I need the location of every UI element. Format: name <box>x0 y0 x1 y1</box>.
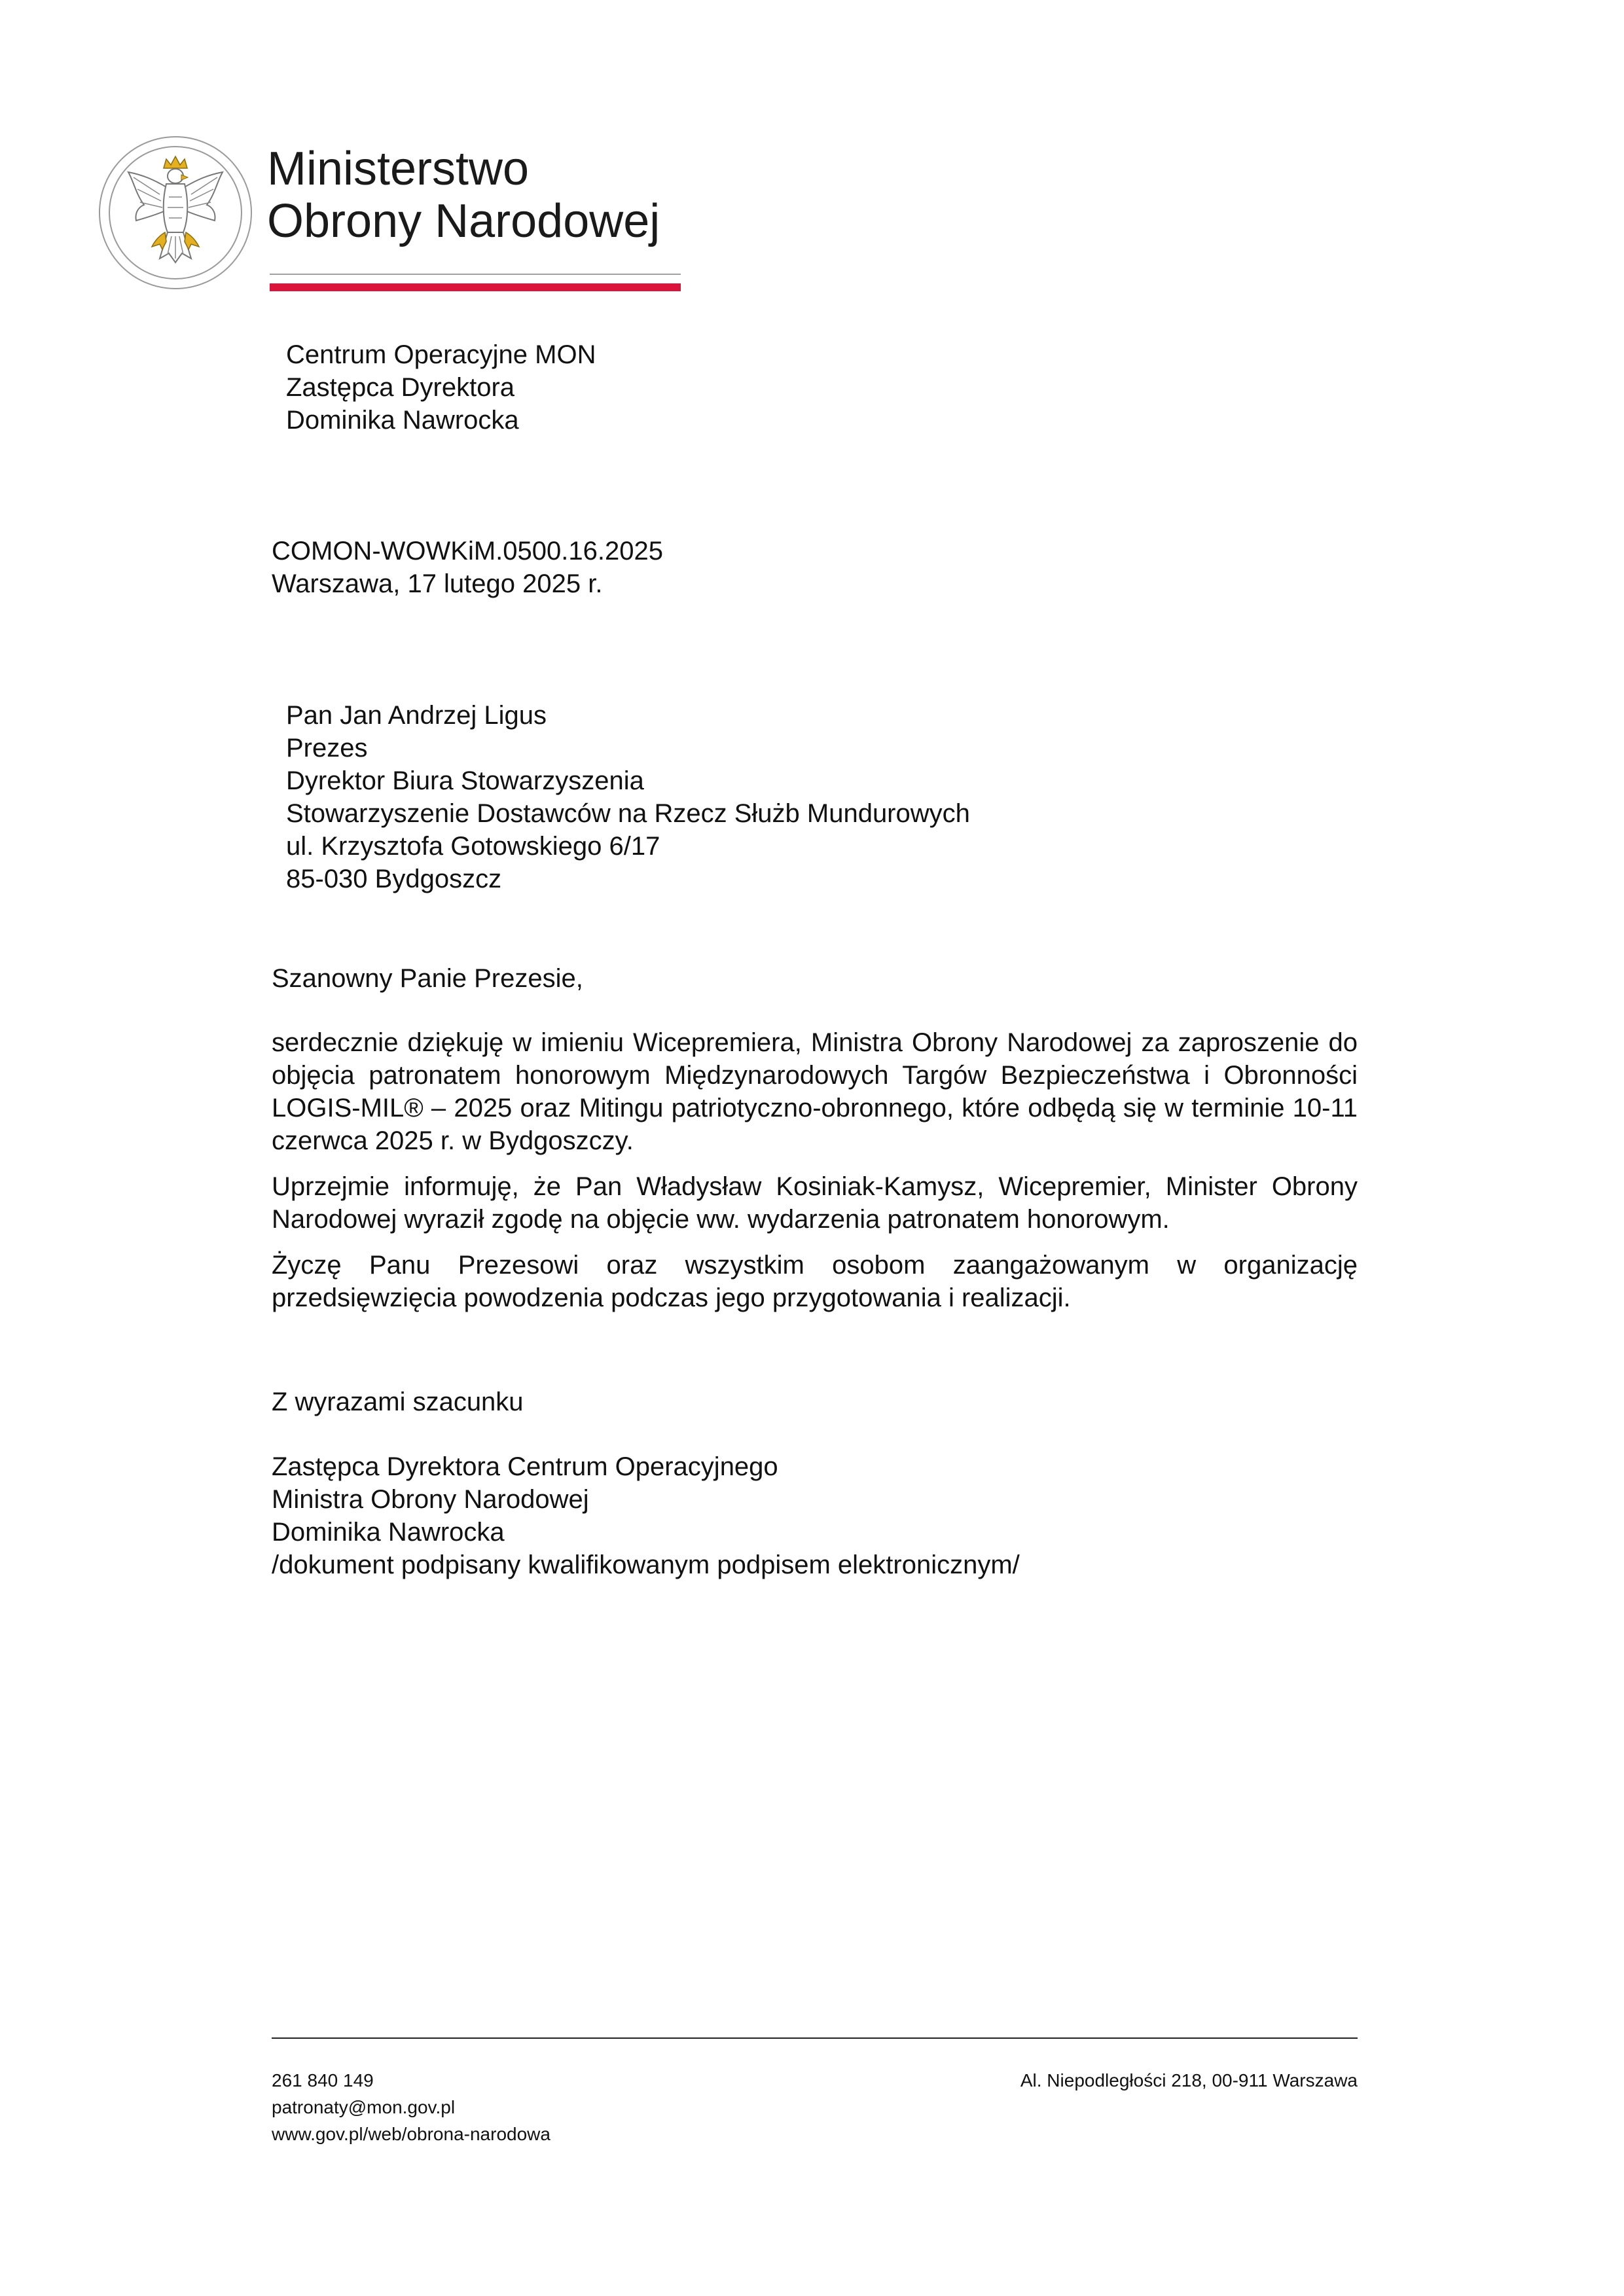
footer-email[interactable]: patronaty@mon.gov.pl <box>272 2097 456 2117</box>
recipient-line: ul. Krzysztofa Gotowskiego 6/17 <box>286 832 660 861</box>
ministry-name-line1: Ministerstwo <box>267 143 530 195</box>
sender-name: Dominika Nawrocka <box>286 406 519 435</box>
white-eagle-emblem-icon <box>97 134 254 291</box>
reference-block <box>272 535 663 600</box>
recipient-line: Prezes <box>286 734 368 762</box>
signature-line: /dokument podpisany kwalifikowanym podpisem elektronicznym/ <box>272 1551 1020 1579</box>
recipient-address <box>286 699 970 895</box>
footer-phone: 261 840 149 <box>272 2070 374 2090</box>
sender-block <box>286 338 596 437</box>
signature-line: Zastępca Dyrektora Centrum Operacyjnego <box>272 1452 778 1481</box>
signature-line: Dominika Nawrocka <box>272 1518 505 1547</box>
footer-contact <box>272 2067 550 2147</box>
sender-position: Zastępca Dyrektora <box>286 373 515 402</box>
body-paragraph: Uprzejmie informuję, że Pan Władysław Kosiniak-Kamysz, Wicepremier, Minister Obrony Narodowej wyraził zgodę na objęcie ww. wydarzenia patronatem honorowym. <box>272 1172 1358 1234</box>
recipient-line: Pan Jan Andrzej Ligus <box>286 701 547 730</box>
signature-line: Ministra Obrony Narodowej <box>272 1485 589 1514</box>
header-divider <box>270 274 681 275</box>
ministry-name <box>267 143 660 247</box>
letter-body <box>272 1026 1358 1327</box>
reference-number: COMON-WOWKiM.0500.16.2025 <box>272 537 663 565</box>
recipient-line: Dyrektor Biura Stowarzyszenia <box>286 766 644 795</box>
recipient-line: Stowarzyszenie Dostawców na Rzecz Służb Mundurowych <box>286 799 970 828</box>
footer-website[interactable]: www.gov.pl/web/obrona-narodowa <box>272 2124 550 2144</box>
recipient-line: 85-030 Bydgoszcz <box>286 865 502 893</box>
signature-block <box>272 1450 1020 1581</box>
sender-unit: Centrum Operacyjne MON <box>286 340 596 369</box>
place-date: Warszawa, 17 lutego 2025 r. <box>272 569 603 598</box>
national-color-stripe <box>270 283 681 291</box>
salutation: Szanowny Panie Prezesie, <box>272 964 583 993</box>
ministry-name-line2: Obrony Narodowej <box>267 195 660 247</box>
footer-divider <box>272 2037 1358 2039</box>
body-paragraph: Życzę Panu Prezesowi oraz wszystkim osobom zaangażowanym w organizację przedsięwzięcia powodzenia podczas jego przygotowania i realizacji. <box>272 1251 1358 1312</box>
closing: Z wyrazami szacunku <box>272 1388 524 1416</box>
footer-address: Al. Niepodległości 218, 00-911 Warszawa <box>1020 2070 1358 2090</box>
body-paragraph: serdecznie dziękuję w imieniu Wicepremiera, Ministra Obrony Narodowej za zaproszenie do objęcia patronatem honorowym Międzynarodowych Targów Bezpieczeństwa i Obronności LOGIS-MIL® – 2025 oraz Mitingu patriotyczno-obronnego, które odbędą się w terminie 10-11 czerwca 2025 r. w Bydgoszczy. <box>272 1028 1358 1155</box>
